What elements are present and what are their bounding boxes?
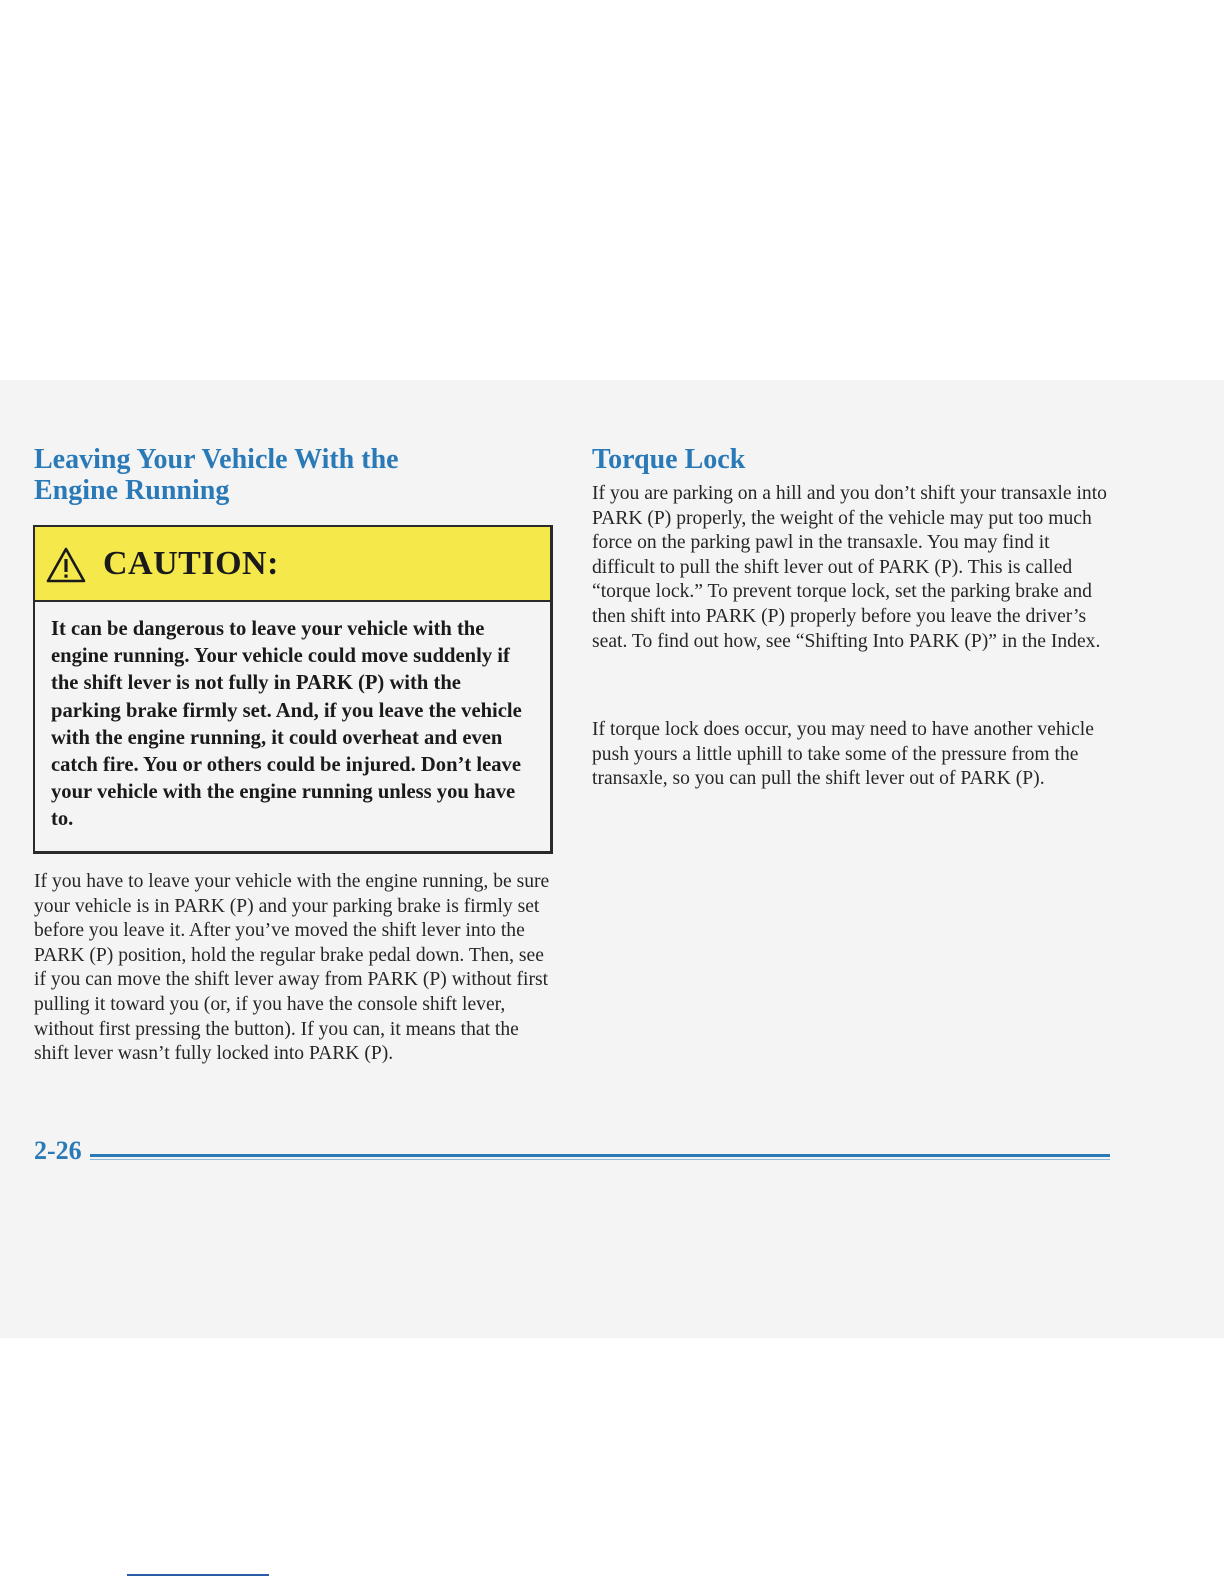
bottom-divider bbox=[127, 1574, 269, 1576]
page-number: 2-26 bbox=[34, 1136, 82, 1165]
section-heading-torque-lock: Torque Lock bbox=[592, 444, 746, 475]
section-heading-leaving-vehicle bbox=[34, 444, 554, 506]
engine-running-paragraph: If you have to leave your vehicle with the engine running, be sure your vehicle is in PARK (P) and your parking brake is firmly set before you leave it. After you’ve moved the shift lever into the PARK (P) position, hold the regular brake pedal down. Then, see if you can move the shift lever away from PARK (P) without first pulling it toward you (or, if you have the console shift lever, without first pressing the button). If you can, it means that the shift lever wasn’t fully locked into PARK (P). bbox=[34, 871, 550, 1065]
warning-triangle-icon bbox=[45, 546, 87, 584]
caution-header bbox=[35, 527, 550, 602]
footer-rule-thin-line bbox=[90, 1159, 1110, 1160]
torque-lock-paragraph-1: If you are parking on a hill and you don’t shift your transaxle into PARK (P) properly, the weight of the vehicle may put too much force on the parking pawl in the transaxle. You may find it difficult to pull the shift lever out of PARK (P). This is called “torque lock.” To prevent torque lock, set the parking brake and then shift into PARK (P) properly before you leave the driver’s seat. To find out how, see “Shifting Into PARK (P)” in the Index. bbox=[592, 483, 1107, 652]
footer-rule bbox=[90, 1154, 1110, 1161]
heading-line-2: Engine Running bbox=[34, 475, 230, 506]
footer-rule-line bbox=[90, 1154, 1110, 1157]
caution-title: CAUTION: bbox=[103, 544, 279, 582]
caution-text: It can be dangerous to leave your vehicle with the engine running. Your vehicle could move suddenly if the shift lever is not fully in PARK (P) with the parking brake firmly set. And, if you leave the vehicle with the engine running, it could overheat and even catch fire. You or others could be injured. Don’t leave your vehicle with the engine running unless you have to. bbox=[51, 618, 522, 831]
heading-line-1: Leaving Your Vehicle With the bbox=[34, 444, 399, 475]
caution-box bbox=[33, 525, 553, 854]
torque-lock-paragraph-2: If torque lock does occur, you may need to have another vehicle push yours a little uphill to take some of the pressure from the transaxle, so you can pull the shift lever out of PARK (P). bbox=[592, 719, 1094, 790]
